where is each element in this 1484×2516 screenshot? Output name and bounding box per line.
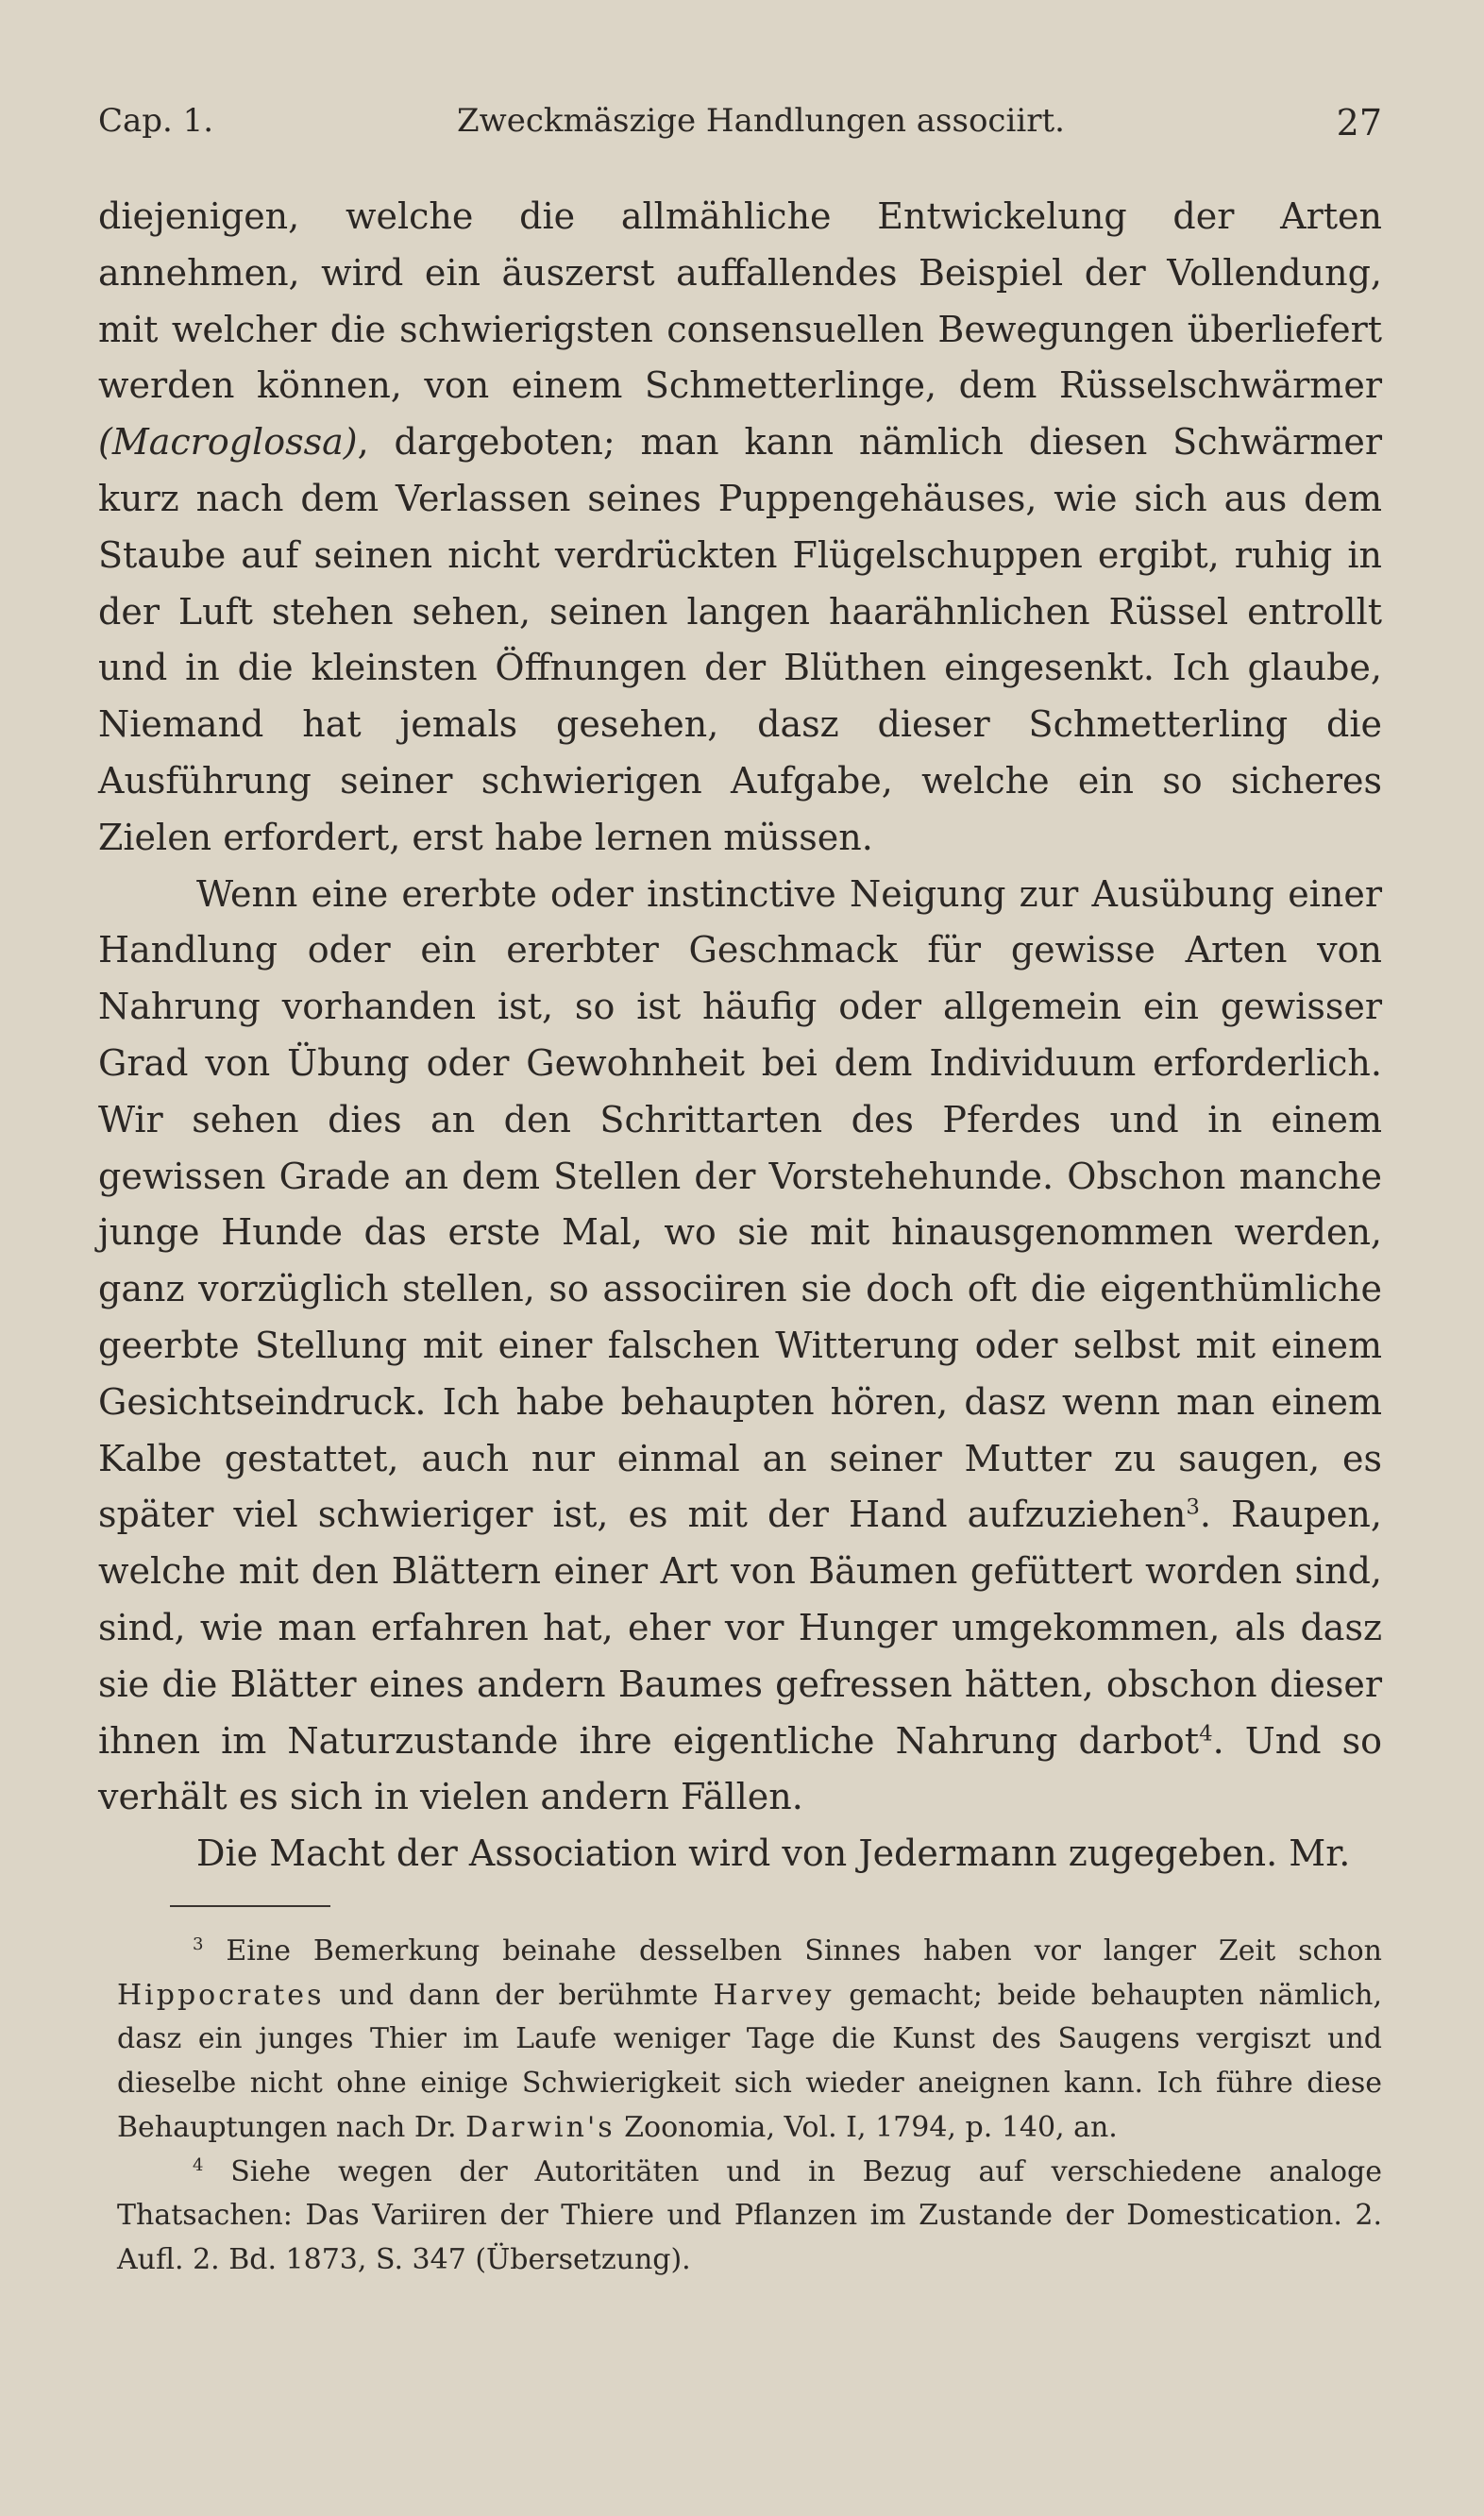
footnote-ref-3[interactable]: 3 — [1186, 1494, 1200, 1520]
paragraph-2-text-a: Wenn eine ererbte oder instinctive Neigung zur Ausübung einer Handlung oder ein ererbter Geschmack für gewisse Arten von Nahrung vorhanden ist, so ist häufig oder allgemein ein gewisser Grad von Übung oder Gewohnheit bei dem Individuum erforderlich. Wir sehen dies an den Schrittarten des Pferdes und in einem gewissen Grade an dem Stellen der Vorstehehunde. Obschon manche junge Hunde das erste Mal, wo sie mit hinausgenommen werden, ganz vorzüglich stellen, so associiren sie doch oft die eigenthümliche geerbte Stellung mit einer falschen Witterung oder selbst mit einem Gesichtseindruck. Ich habe behaupten hören, dasz wenn man einem Kalbe gestattet, auch nur einmal an seiner Mutter zu saugen, es später viel schwieriger ist, es mit der Hand aufzuziehen — [98, 872, 1382, 1536]
footnote-3-text-c: gemacht; beide behaupten nämlich, dasz ein junges Thier im Laufe weniger Tage die Kunst des Saugens vergiszt und dieselbe nicht ohne einige Schwierigkeit sich wieder aneignen kann. Ich führe diese Behauptungen nach Dr. — [117, 1978, 1382, 2144]
paragraph-1-text-a: diejenigen, welche die allmähliche Entwickelung der Arten annehmen, wird ein äuszerst auffallendes Beispiel der Vollendung, mit welcher die schwierigsten consensuellen Bewegungen überliefert werden können, von einem Schmetterlinge, dem Rüsselschwärmer — [98, 195, 1382, 407]
footnote-3-name-hippocrates: Hippocrates — [117, 1978, 325, 2012]
footnote-divider — [170, 1905, 330, 1907]
footnote-4-marker: 4 — [193, 2154, 204, 2175]
paragraph-2-text-b: . Raupen, welche mit den Blättern einer Art von Bäumen gefüttert worden sind, sind, wie man erfahren hat, eher vor Hunger umgekommen, als dasz sie die Blätter eines andern Baumes gefressen hätten, obschon dieser ihnen im Naturzustande ihre eigentliche Nahrung darbot — [98, 1494, 1382, 1762]
footnotes — [117, 1930, 1382, 2283]
running-title: Zweckmäszige Handlungen associirt. — [457, 102, 1065, 140]
footnote-3 — [117, 1930, 1382, 2151]
footnote-3-text-b: und dann der berühmte — [324, 1978, 714, 2012]
page-number: 27 — [1336, 102, 1382, 144]
paragraph-2 — [98, 867, 1382, 1827]
footnote-3-text-d: Zoonomia, Vol. I, 1794, p. 140, an. — [615, 2110, 1118, 2144]
footnote-4 — [117, 2151, 1382, 2283]
chapter-label: Cap. 1. — [98, 102, 214, 140]
footnote-3-text-a: Eine Bemerkung beinahe desselben Sinnes haben vor langer Zeit schon — [203, 1934, 1382, 1967]
footnote-3-marker: 3 — [193, 1934, 204, 1954]
paragraph-1-text-b: , dargeboten; man kann nämlich diesen Schwärmer kurz nach dem Verlassen seines Puppengehäuses, wie sich aus dem Staube auf seinen nicht verdrückten Flügelschuppen ergibt, ruhig in der Luft stehen sehen, seinen langen haarähnlichen Rüssel entrollt und in die kleinsten Öffnungen der Blüthen eingesenkt. Ich glaube, Niemand hat jemals gesehen, dasz dieser Schmetterling die Ausführung seiner schwierigen Aufgabe, welche ein so sicheres Zielen erfordert, erst habe lernen müssen. — [98, 421, 1382, 858]
footnote-ref-4[interactable]: 4 — [1199, 1720, 1213, 1746]
main-text — [98, 189, 1382, 1883]
running-header — [98, 102, 1382, 147]
paragraph-3: Die Macht der Association wird von Jedermann zugegeben. Mr. — [196, 1832, 1351, 1875]
species-name: (Macroglossa) — [98, 421, 358, 464]
footnote-3-name-darwin: Darwin's — [465, 2110, 616, 2144]
paragraph-2-text-c: . Und so verhält es sich in vielen andern Fällen. — [98, 1719, 1382, 1818]
footnote-3-name-harvey: Harvey — [713, 1978, 835, 2012]
footnote-4-text: Siehe wegen der Autoritäten und in Bezug auf verschiedene analoge Thatsachen: Das Variiren der Thiere und Pflanzen im Zustande der Domestication. 2. Aufl. 2. Bd. 1873, S. 347 (Übersetzung). — [117, 2154, 1382, 2276]
paragraph-1 — [98, 189, 1382, 867]
